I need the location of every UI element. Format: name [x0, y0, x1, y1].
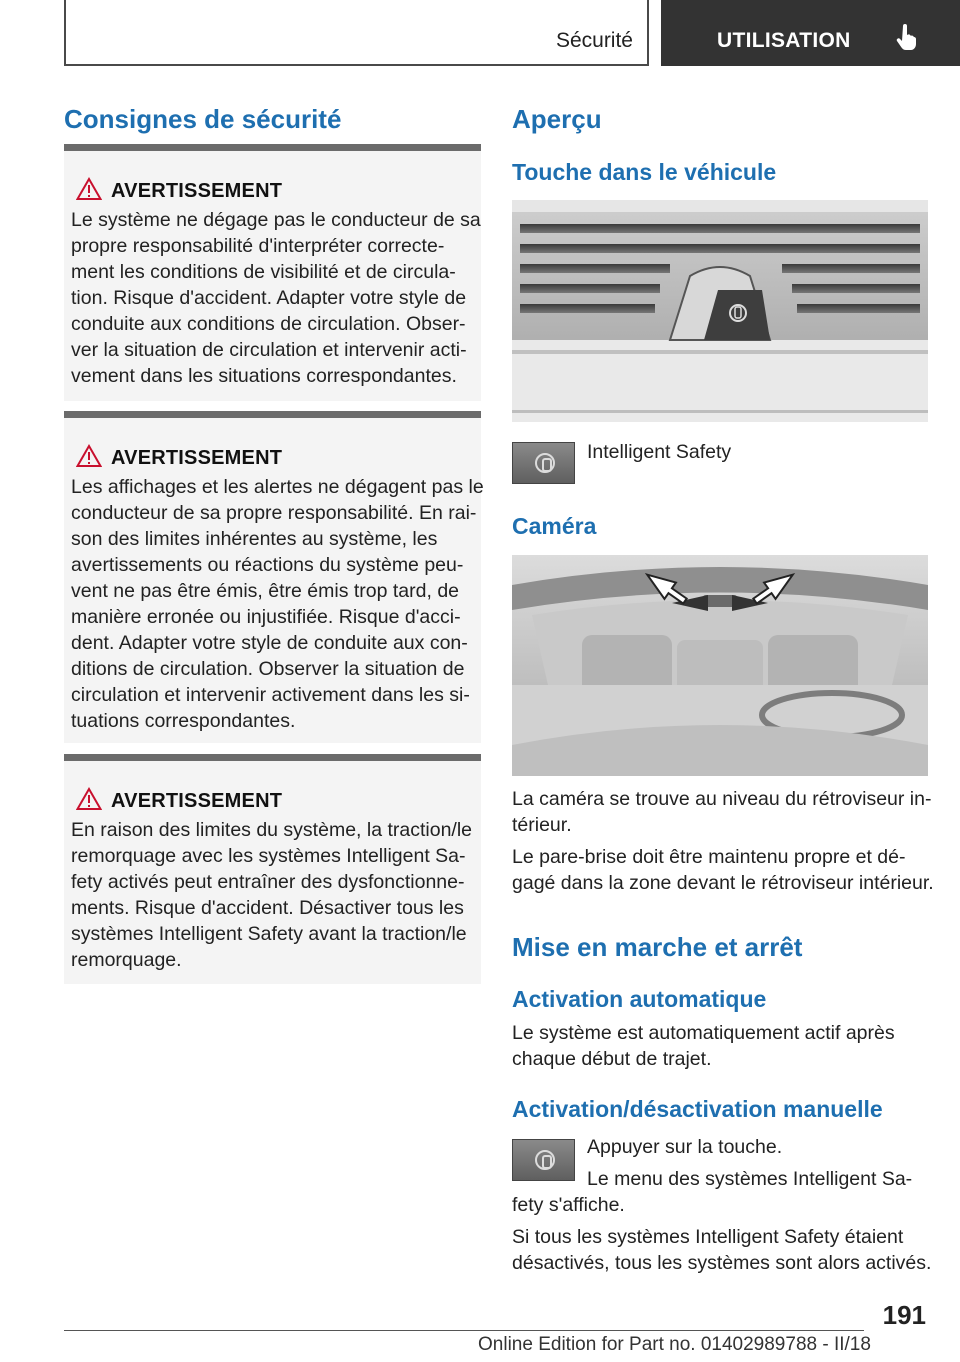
text-line: Le pare-brise doit être maintenu propre et dé-	[512, 846, 906, 868]
edition-footer: Online Edition for Part no. 01402989788 - II/18	[478, 1334, 871, 1355]
warning-triangle-icon	[76, 787, 102, 811]
warning-label: AVERTISSEMENT	[111, 180, 283, 202]
warning-text	[71, 474, 484, 734]
text-line: La caméra se trouve au niveau du rétroviseur in-	[512, 788, 932, 810]
text-line: Le système est automatiquement actif après	[512, 1022, 895, 1044]
subheading-auto: Activation automatique	[512, 986, 767, 1012]
text-line: Le système ne dégage pas le conducteur de sa	[71, 209, 481, 231]
camera-location-photo	[512, 555, 928, 776]
text-line: Si tous les systèmes Intelligent Safety étaient	[512, 1226, 904, 1248]
page-title: Consignes de sécurité	[64, 104, 342, 134]
warning-triangle-icon	[76, 177, 102, 201]
warning-label: AVERTISSEMENT	[111, 790, 283, 812]
warning-header	[64, 444, 481, 474]
auto-activation-text	[512, 1020, 932, 1072]
text-line: vent ne pas être émis, être émis trop tard, de	[71, 580, 460, 602]
text-line: ver la situation de circulation et intervenir acti-	[71, 339, 467, 361]
section-heading-overview: Aperçu	[512, 104, 602, 134]
manual-step-text: Appuyer sur la touche.	[587, 1136, 783, 1158]
text-line: désactivés, tous les systèmes sont alors activés.	[512, 1252, 932, 1274]
text-line: systèmes Intelligent Safety avant la traction/le	[71, 923, 467, 945]
subheading-button: Touche dans le véhicule	[512, 159, 777, 185]
warning-text	[71, 817, 476, 973]
reactivation-text	[512, 1224, 932, 1276]
text-line: propre responsabilité d'interpréter correcte-	[71, 235, 445, 257]
text-line: dent. Adapter votre style de conduite aux con-	[71, 632, 468, 654]
text-line: fety activés peut entraîner des dysfonctionne-	[71, 871, 465, 893]
text-line: conducteur de sa propre responsabilité. En rai-	[71, 502, 477, 524]
text-line: En raison des limites du système, la traction/le	[71, 819, 473, 841]
text-line: tion. Risque d'accident. Adapter votre style de	[71, 287, 467, 309]
warning-box-2	[64, 411, 484, 743]
text-line: manière erronée ou injustifiée. Risque d'acci-	[71, 606, 461, 628]
subheading-camera: Caméra	[512, 513, 597, 539]
running-header-chapter	[661, 0, 960, 66]
text-line: circulation et intervenir activement dans les si-	[71, 684, 470, 706]
text-line: Les affichages et les alertes ne dégagent pas le	[71, 476, 484, 498]
footer-rule	[64, 1330, 864, 1331]
button-caption: Intelligent Safety	[587, 441, 732, 463]
chapter-title: UTILISATION	[717, 29, 851, 52]
text-line: gagé dans la zone devant le rétroviseur intérieur.	[512, 872, 934, 894]
text-line: son des limites inhérentes au système, les	[71, 528, 438, 550]
warning-box-1	[64, 144, 481, 401]
warning-text	[71, 207, 481, 389]
page-number: 191	[882, 1300, 926, 1330]
intelligent-safety-button-icon	[512, 442, 575, 484]
text-line: tuations correspondantes.	[71, 710, 296, 732]
warning-triangle-icon	[76, 444, 102, 468]
text-line: conduite aux conditions de circulation. Obser-	[71, 313, 466, 335]
menu-text-line2: fety s'affiche.	[512, 1194, 625, 1216]
text-line: avertissements ou réactions du système peu-	[71, 554, 464, 576]
vehicle-button-photo	[512, 200, 928, 422]
hand-pointer-icon	[895, 24, 917, 52]
text-line: térieur.	[512, 814, 572, 836]
warning-box-3	[64, 754, 481, 984]
text-line: remorquage avec les systèmes Intelligent Sa-	[71, 845, 466, 867]
warning-header	[64, 177, 481, 207]
menu-text-line1: Le menu des systèmes Intelligent Sa-	[587, 1168, 913, 1190]
text-line: chaque début de trajet.	[512, 1048, 712, 1070]
text-line: ment les conditions de visibilité et de circula-	[71, 261, 456, 283]
warning-header	[64, 787, 481, 817]
running-header-section	[64, 0, 649, 66]
subheading-manual: Activation/désactivation manuelle	[512, 1096, 883, 1122]
section-title: Sécurité	[555, 29, 633, 52]
text-line: remorquage.	[71, 949, 182, 971]
text-line: ditions de circulation. Observer la situation de	[71, 658, 465, 680]
warning-label: AVERTISSEMENT	[111, 447, 283, 469]
windshield-text	[512, 844, 932, 896]
section-heading-on-off: Mise en marche et arrêt	[512, 932, 803, 962]
intelligent-safety-button-icon	[512, 1139, 575, 1181]
camera-location-text	[512, 786, 932, 838]
text-line: ments. Risque d'accident. Désactiver tous les	[71, 897, 464, 919]
text-line: vement dans les situations correspondantes.	[71, 365, 457, 387]
